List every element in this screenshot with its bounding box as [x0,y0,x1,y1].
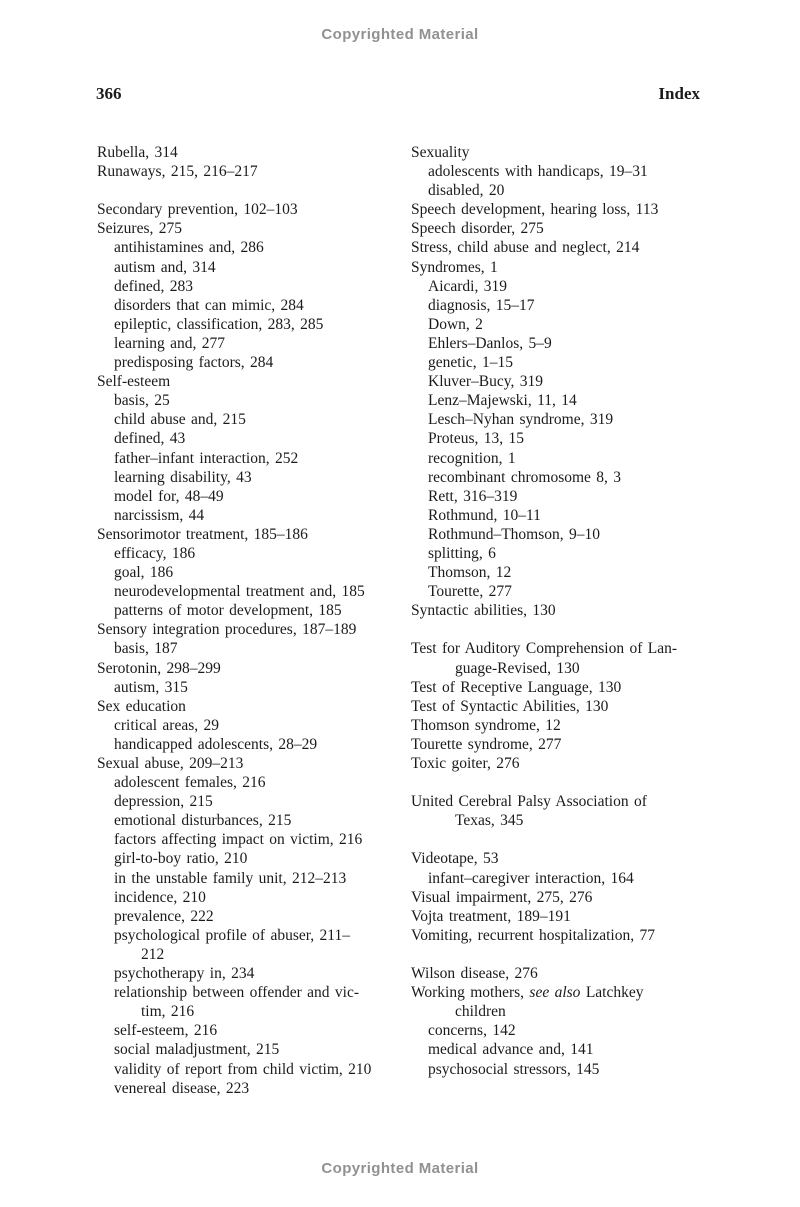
index-line: Tourette, 277 [428,583,512,601]
index-line: infant–caregiver interaction, 164 [428,869,634,887]
index-line: learning disability, 43 [114,468,252,486]
index-line: Lenz–Majewski, 11, 14 [428,392,577,410]
index-line: Speech development, hearing loss, 113 [411,201,659,219]
index-line: diagnosis, 15–17 [428,296,535,314]
index-line: Vomiting, recurrent hospitalization, 77 [411,926,655,944]
index-column-left [97,143,399,1098]
index-line: handicapped adolescents, 28–29 [114,735,318,753]
index-line: disorders that can mimic, 284 [114,296,304,314]
index-line: father–infant interaction, 252 [114,449,299,467]
see-also-reference: see also [529,984,581,1002]
index-line: Test of Receptive Language, 130 [411,678,622,696]
index-line: autism, 315 [114,678,188,696]
index-line: neurodevelopmental treatment and, 185 [114,583,365,601]
page-number: 366 [96,84,122,103]
index-line: psychological profile of abuser, 211– [114,926,350,944]
index-line: Thomson, 12 [428,564,512,582]
index-line: Visual impairment, 275, 276 [411,888,593,906]
index-line: depression, 215 [114,793,213,811]
index-line: basis, 187 [114,640,178,658]
index-line: autism and, 314 [114,258,216,276]
index-line: concerns, 142 [428,1022,516,1040]
index-line: Runaways, 215, 216–217 [97,163,258,181]
index-line: efficacy, 186 [114,544,196,562]
index-line: Vojta treatment, 189–191 [411,907,571,925]
index-text: Working mothers, [411,984,530,1002]
index-line: Syntactic abilities, 130 [411,602,556,620]
index-line: 212 [141,945,165,963]
index-line: psychosocial stressors, 145 [428,1060,600,1078]
index-line: splitting, 6 [428,544,496,562]
index-line: adolescents with handicaps, 19–31 [428,163,648,181]
index-line: social maladjustment, 215 [114,1041,280,1059]
index-line: learning and, 277 [114,334,226,352]
index-line: critical areas, 29 [114,716,219,734]
index-line-blank [97,181,399,200]
index-line: recognition, 1 [428,449,516,467]
index-line: epileptic, classification, 283, 285 [114,315,324,333]
index-line: Rett, 316–319 [428,487,518,505]
index-line: children [455,1003,506,1021]
index-line: Rothmund, 10–11 [428,506,541,524]
index-text: Latchkey [580,984,644,1002]
index-line: guage-Revised, 130 [455,659,580,677]
index-line: Sex education [97,697,186,715]
index-line: genetic, 1–15 [428,354,514,372]
index-line: emotional disturbances, 215 [114,812,292,830]
index-line: Speech disorder, 275 [411,220,544,238]
index-line: Self-esteem [97,373,171,391]
index-line: Kluver–Bucy, 319 [428,373,544,391]
index-line: disabled, 20 [428,182,505,200]
index-line-blank [411,830,713,849]
index-line: Ehlers–Danlos, 5–9 [428,334,552,352]
index-line: in the unstable family unit, 212–213 [114,869,347,887]
index-line: adolescent females, 216 [114,774,266,792]
index-line: Aicardi, 319 [428,277,507,295]
index-line: Seizures, 275 [97,220,183,238]
page-title: Index [658,84,700,103]
index-line: Tourette syndrome, 277 [411,735,562,753]
index-line: Thomson syndrome, 12 [411,716,561,734]
index-line: incidence, 210 [114,888,206,906]
index-line: defined, 43 [114,430,186,448]
index-line: predisposing factors, 284 [114,354,274,372]
index-line: Sensorimotor treatment, 185–186 [97,525,308,543]
index-line: Videotape, 53 [411,850,499,868]
index-line: Rothmund–Thomson, 9–10 [428,525,601,543]
index-line: Test of Syntactic Abilities, 130 [411,697,609,715]
index-line: Sensory integration procedures, 187–189 [97,621,357,639]
index-line: Wilson disease, 276 [411,965,538,983]
index-line: Down, 2 [428,315,483,333]
index-line [411,983,713,1002]
index-line: goal, 186 [114,564,174,582]
index-line: relationship between offender and vic- [114,984,360,1002]
index-line: prevalence, 222 [114,907,214,925]
index-line: Secondary prevention, 102–103 [97,201,298,219]
index-line-blank [411,773,713,792]
index-line: Syndromes, 1 [411,258,498,276]
index-line: Lesch–Nyhan syndrome, 319 [428,411,614,429]
index-line: psychotherapy in, 234 [114,965,255,983]
index-line: patterns of motor development, 185 [114,602,342,620]
index-line: factors affecting impact on victim, 216 [114,831,363,849]
index-line: self-esteem, 216 [114,1022,218,1040]
copyright-watermark-top: Copyrighted Material [321,26,479,43]
index-line: Test for Auditory Comprehension of Lan- [411,640,677,658]
index-line: defined, 283 [114,277,193,295]
index-line: narcissism, 44 [114,506,205,524]
index-line: child abuse and, 215 [114,411,246,429]
index-column-right [411,143,713,1079]
index-line: Stress, child abuse and neglect, 214 [411,239,640,257]
copyright-watermark-bottom: Copyrighted Material [321,1160,479,1177]
index-line: Toxic goiter, 276 [411,755,520,772]
index-line: United Cerebral Palsy Association of [411,793,647,811]
index-line: Texas, 345 [455,812,524,830]
index-line: antihistamines and, 286 [114,239,264,257]
index-line: tim, 216 [141,1003,195,1021]
index-line: venereal disease, 223 [114,1079,250,1097]
index-line: validity of report from child victim, 210 [114,1060,372,1078]
index-line: basis, 25 [114,392,170,410]
index-line-blank [411,945,713,964]
index-line: recombinant chromosome 8, 3 [428,468,622,486]
index-line: Sexuality [411,144,470,161]
index-line: medical advance and, 141 [428,1041,594,1059]
index-line: Rubella, 314 [97,144,178,161]
index-line-blank [411,620,713,639]
index-line: Sexual abuse, 209–213 [97,755,244,772]
index-line: Serotonin, 298–299 [97,659,221,677]
index-line: model for, 48–49 [114,487,224,505]
index-line: Proteus, 13, 15 [428,430,524,448]
index-line: girl-to-boy ratio, 210 [114,850,248,868]
